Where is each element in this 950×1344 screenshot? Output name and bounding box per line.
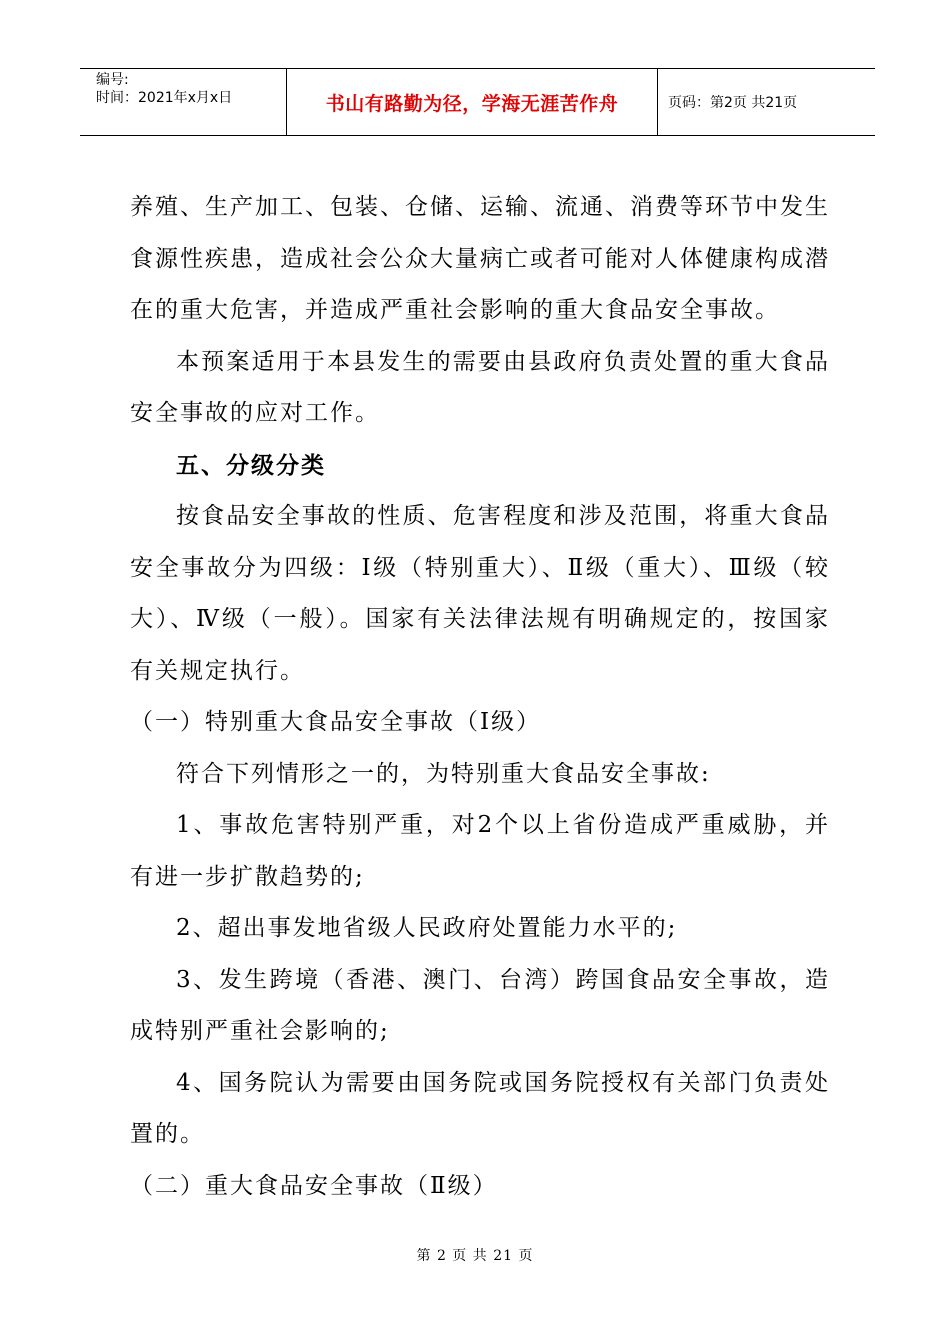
paragraph-scope: 本预案适用于本县发生的需要由县政府负责处置的重大食品安全事故的应对工作。 xyxy=(130,348,830,426)
header-page-code: 页码：第2页 共21页 xyxy=(668,95,798,111)
list-item-1: 1、事故危害特别严重，对2个以上省份造成严重威胁，并有进一步扩散趋势的; xyxy=(130,812,830,890)
document-body xyxy=(130,182,830,1212)
list-item-2: 2、超出事发地省级人民政府处置能力水平的; xyxy=(176,915,678,941)
list-item-3: 3、发生跨境（香港、澳门、台湾）跨国食品安全事故，造成特别严重社会影响的; xyxy=(130,966,830,1044)
document-number-label: 编号: xyxy=(96,72,129,88)
list-item-4: 4、国务院认为需要由国务院或国务院授权有关部门负责处置的。 xyxy=(130,1069,830,1147)
section-heading-classification: 五、分级分类 xyxy=(176,451,326,479)
page-header xyxy=(80,68,875,136)
paragraph-classification: 按食品安全事故的性质、危害程度和涉及范围，将重大食品安全事故分为四级：Ⅰ级（特别重大）、Ⅱ级（重大）、Ⅲ级（较大）、Ⅳ级（一般）。国家有关法律法规有明确规定的，按国家有关规定执行。 xyxy=(130,503,830,684)
subsection-heading-level-1: （一）特别重大食品安全事故（Ⅰ级） xyxy=(130,709,542,735)
header-meta xyxy=(80,69,286,135)
document-time-label: 时间：2021年x月x日 xyxy=(96,90,233,106)
paragraph-continued: 养殖、生产加工、包装、仓储、运输、流通、消费等环节中发生食源性疾患，造成社会公众大量病亡或者可能对人体健康构成潜在的重大危害，并造成严重社会影响的重大食品安全事故。 xyxy=(130,194,830,323)
subsection-heading-level-2: （二）重大食品安全事故（Ⅱ级） xyxy=(130,1172,498,1199)
page-footer: 第 2 页 共 21 页 xyxy=(416,1248,534,1264)
paragraph-level-1-intro: 符合下列情形之一的，为特别重大食品安全事故: xyxy=(176,760,711,787)
header-motto: 书山有路勤为径，学海无涯苦作舟 xyxy=(286,69,658,135)
